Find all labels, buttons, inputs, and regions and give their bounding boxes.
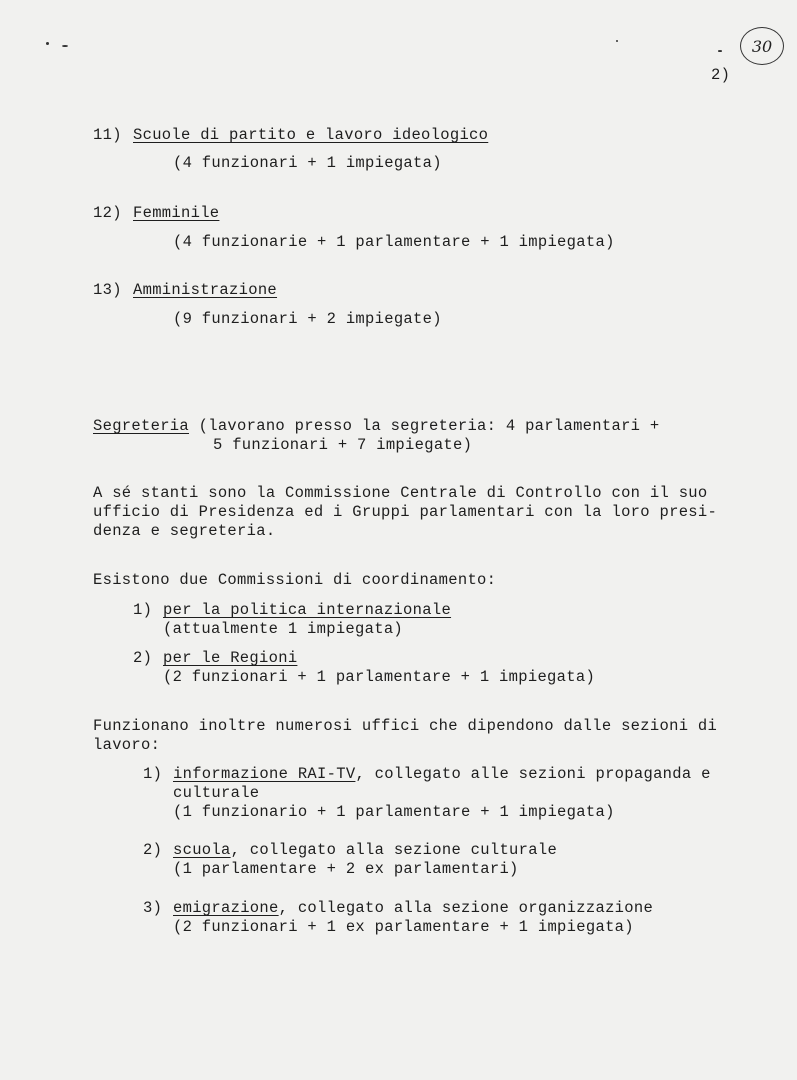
coordination-number: 2)	[133, 649, 153, 667]
segreteria-text-2: 5 funzionari + 7 impiegate)	[213, 436, 473, 454]
section-number: 11)	[93, 126, 122, 144]
office-number: 2)	[143, 841, 163, 859]
scan-speck	[62, 45, 68, 47]
paragraph-line: A sé stanti sono la Commissione Centrale di Controllo con il suo	[93, 484, 708, 502]
section-title: Scuole di partito e lavoro ideologico	[133, 126, 489, 144]
office-description: , collegato alla sezione organizzazione	[278, 899, 654, 917]
office-title: informazione RAI-TV	[173, 765, 356, 783]
coordination-title: per la politica internazionale	[163, 601, 452, 619]
section-detail: (4 funzionarie + 1 parlamentare + 1 impiegata)	[173, 233, 615, 251]
section-detail: (9 funzionari + 2 impiegate)	[173, 310, 442, 328]
office-detail: (2 funzionari + 1 ex parlamentare + 1 impiegata)	[173, 918, 634, 936]
section-title: Femminile	[133, 204, 220, 222]
office-description: , collegato alle sezioni propaganda e	[355, 765, 711, 783]
scan-speck	[46, 42, 49, 45]
coordination-detail: (2 funzionari + 1 parlamentare + 1 impiegata)	[163, 668, 596, 686]
coordination-number: 1)	[133, 601, 153, 619]
scan-speck	[616, 40, 618, 42]
office-line	[173, 841, 557, 859]
offices-intro-line: Funzionano inoltre numerosi uffici che dipendono dalle sezioni di	[93, 717, 718, 735]
page-number: 2)	[711, 66, 731, 84]
office-number: 1)	[143, 765, 163, 783]
office-detail: (1 parlamentare + 2 ex parlamentari)	[173, 860, 519, 878]
section-title: Amministrazione	[133, 281, 278, 299]
office-number: 3)	[143, 899, 163, 917]
section-detail: (4 funzionari + 1 impiegata)	[173, 154, 442, 172]
office-detail: (1 funzionario + 1 parlamentare + 1 impiegata)	[173, 803, 615, 821]
office-title: emigrazione	[173, 899, 279, 917]
segreteria-title: Segreteria	[93, 417, 190, 435]
segreteria-text: (lavorano presso la segreteria: 4 parlamentari +	[189, 417, 660, 435]
scan-speck	[718, 50, 722, 52]
coordination-detail: (attualmente 1 impiegata)	[163, 620, 404, 638]
stamp-number: 30	[751, 36, 773, 56]
paragraph-line: ufficio di Presidenza ed i Gruppi parlamentari con la loro presi-	[93, 503, 718, 521]
office-description-cont: culturale	[173, 784, 260, 802]
office-description: , collegato alla sezione culturale	[230, 841, 558, 859]
section-number: 13)	[93, 281, 122, 299]
office-line	[173, 765, 711, 783]
offices-intro-line: lavoro:	[93, 736, 161, 754]
office-title: scuola	[173, 841, 231, 859]
segreteria-line	[93, 417, 660, 435]
coordination-intro: Esistono due Commissioni di coordinamento:	[93, 571, 497, 589]
archive-stamp	[740, 27, 784, 65]
section-number: 12)	[93, 204, 122, 222]
paragraph-line: denza e segreteria.	[93, 522, 276, 540]
coordination-title: per le Regioni	[163, 649, 298, 667]
office-line	[173, 899, 653, 917]
